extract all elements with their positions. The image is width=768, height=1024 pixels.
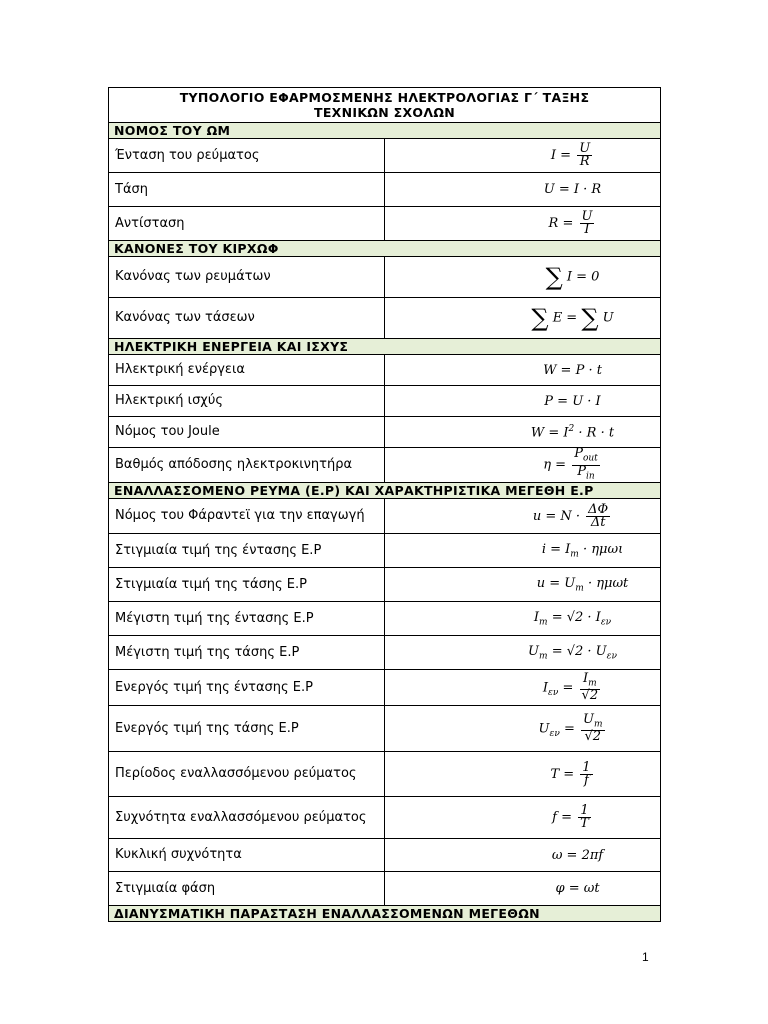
table-row xyxy=(109,706,661,752)
formula-ohm-resistance: R = $\frac{U}{I}$ xyxy=(385,207,661,241)
table-row xyxy=(109,568,661,602)
formula-label: Νόμος του Φάραντεϊ για την επαγωγή xyxy=(109,499,385,534)
title-line-2: ΤΕΧΝΙΚΩΝ ΣΧΟΛΩΝ xyxy=(314,105,456,120)
formula-label: Κυκλική συχνότητα xyxy=(109,839,385,872)
table-row xyxy=(109,448,661,483)
document-title xyxy=(109,88,661,123)
table-row xyxy=(109,386,661,417)
table-row xyxy=(109,499,661,534)
table-row xyxy=(109,602,661,636)
table-row xyxy=(109,872,661,906)
section-heading-row xyxy=(109,339,661,355)
formula-label: Μέγιστη τιμή της έντασης Ε.Ρ xyxy=(109,602,385,636)
formula-ohm-current: I = $\frac{U}{R}$ xyxy=(385,139,661,173)
table-row xyxy=(109,534,661,568)
formula-joule: $W = I^2 \cdot R \cdot t$ xyxy=(385,417,661,448)
formula-label: Ηλεκτρική ισχύς xyxy=(109,386,385,417)
table-row xyxy=(109,257,661,298)
formula-efficiency: η = $\frac{P_{out}}{P_{in}}$ xyxy=(385,448,661,483)
formula-instant-current: $i = I_m \cdot \eta\mu\omega\iota$ xyxy=(385,534,661,568)
formula-label: Ηλεκτρική ενέργεια xyxy=(109,355,385,386)
formula-label: Ενεργός τιμή της έντασης Ε.Ρ xyxy=(109,670,385,706)
table-row xyxy=(109,752,661,797)
formula-label: Κανόνας των ρευμάτων xyxy=(109,257,385,298)
formula-phase: φ = ωt xyxy=(385,872,661,906)
formula-label: Τάση xyxy=(109,173,385,207)
formula-label: Στιγμιαία φάση xyxy=(109,872,385,906)
formula-label: Αντίσταση xyxy=(109,207,385,241)
page-number: 1 xyxy=(642,950,649,964)
formula-instant-voltage: $u = U_m \cdot \eta\mu\omega t$ xyxy=(385,568,661,602)
section-heading-row xyxy=(109,483,661,499)
formula-label: Κανόνας των τάσεων xyxy=(109,298,385,339)
section-heading-row xyxy=(109,123,661,139)
formula-ohm-voltage: U = I · R xyxy=(385,173,661,207)
table-row xyxy=(109,797,661,839)
formula-label: Βαθμός απόδοσης ηλεκτροκινητήρα xyxy=(109,448,385,483)
formula-label: Μέγιστη τιμή της τάσης Ε.Ρ xyxy=(109,636,385,670)
section-heading: ΕΝΑΛΛΑΣΣΟΜΕΝΟ ΡΕΥΜΑ (Ε.Ρ) ΚΑΙ ΧΑΡΑΚΤΗΡΙΣΤΙΚΑ ΜΕΓΕΘΗ Ε.Ρ xyxy=(109,483,661,499)
formula-rms-current: $I_{\varepsilon\nu}$ = $\frac{I_m}{√2}$ xyxy=(385,670,661,706)
table-row xyxy=(109,298,661,339)
formula-kirchhoff-voltage: ∑ E = ∑ U xyxy=(385,298,661,339)
formula-power: P = U · I xyxy=(385,386,661,417)
section-heading-row xyxy=(109,241,661,257)
formula-label: Στιγμιαία τιμή της έντασης Ε.Ρ xyxy=(109,534,385,568)
formula-kirchhoff-current: ∑ I = 0 xyxy=(385,257,661,298)
table-row xyxy=(109,173,661,207)
formula-angular-frequency: ω = 2πf xyxy=(385,839,661,872)
title-line-1: ΤΥΠΟΛΟΓΙΟ ΕΦΑΡΜΟΣΜΕΝΗΣ ΗΛΕΚΤΡΟΛΟΓΙΑΣ Γ΄ ΤΑΞΗΣ xyxy=(179,90,590,105)
formula-label: Στιγμιαία τιμή της τάσης Ε.Ρ xyxy=(109,568,385,602)
formula-energy: W = P · t xyxy=(385,355,661,386)
formula-table xyxy=(108,87,661,922)
table-row xyxy=(109,839,661,872)
formula-rms-voltage: $U_{\varepsilon\nu}$ = $\frac{U_m}{√2}$ xyxy=(385,706,661,752)
table-row xyxy=(109,207,661,241)
formula-label: Συχνότητα εναλλασσόμενου ρεύματος xyxy=(109,797,385,839)
title-row xyxy=(109,88,661,123)
table-row xyxy=(109,670,661,706)
formula-faraday: u = N · $\frac{\Delta\Phi}{\Delta t}$ xyxy=(385,499,661,534)
formula-max-current: $I_m = √2 \cdot I_{\varepsilon\nu}$ xyxy=(385,602,661,636)
formula-label: Ενεργός τιμή της τάσης Ε.Ρ xyxy=(109,706,385,752)
section-heading: ΝΟΜΟΣ ΤΟΥ ΩΜ xyxy=(109,123,661,139)
formula-label: Περίοδος εναλλασσόμενου ρεύματος xyxy=(109,752,385,797)
table-row xyxy=(109,355,661,386)
section-heading: ΚΑΝΟΝΕΣ ΤΟΥ ΚΙΡΧΩΦ xyxy=(109,241,661,257)
table-row xyxy=(109,417,661,448)
table-row xyxy=(109,636,661,670)
section-heading: ΗΛΕΚΤΡΙΚΗ ΕΝΕΡΓΕΙΑ ΚΑΙ ΙΣΧΥΣ xyxy=(109,339,661,355)
table-row xyxy=(109,139,661,173)
formula-label: Ένταση του ρεύματος xyxy=(109,139,385,173)
formula-period: T = $\frac{1}{f}$ xyxy=(385,752,661,797)
section-heading: ΔΙΑΝΥΣΜΑΤΙΚΗ ΠΑΡΑΣΤΑΣΗ ΕΝΑΛΛΑΣΣΟΜΕΝΩΝ ΜΕΓΕΘΩΝ xyxy=(109,906,661,922)
section-heading-row xyxy=(109,906,661,922)
formula-frequency: f = $\frac{1}{T}$ xyxy=(385,797,661,839)
formula-label: Νόμος του Joule xyxy=(109,417,385,448)
formula-max-voltage: $U_m = √2 \cdot U_{\varepsilon\nu}$ xyxy=(385,636,661,670)
